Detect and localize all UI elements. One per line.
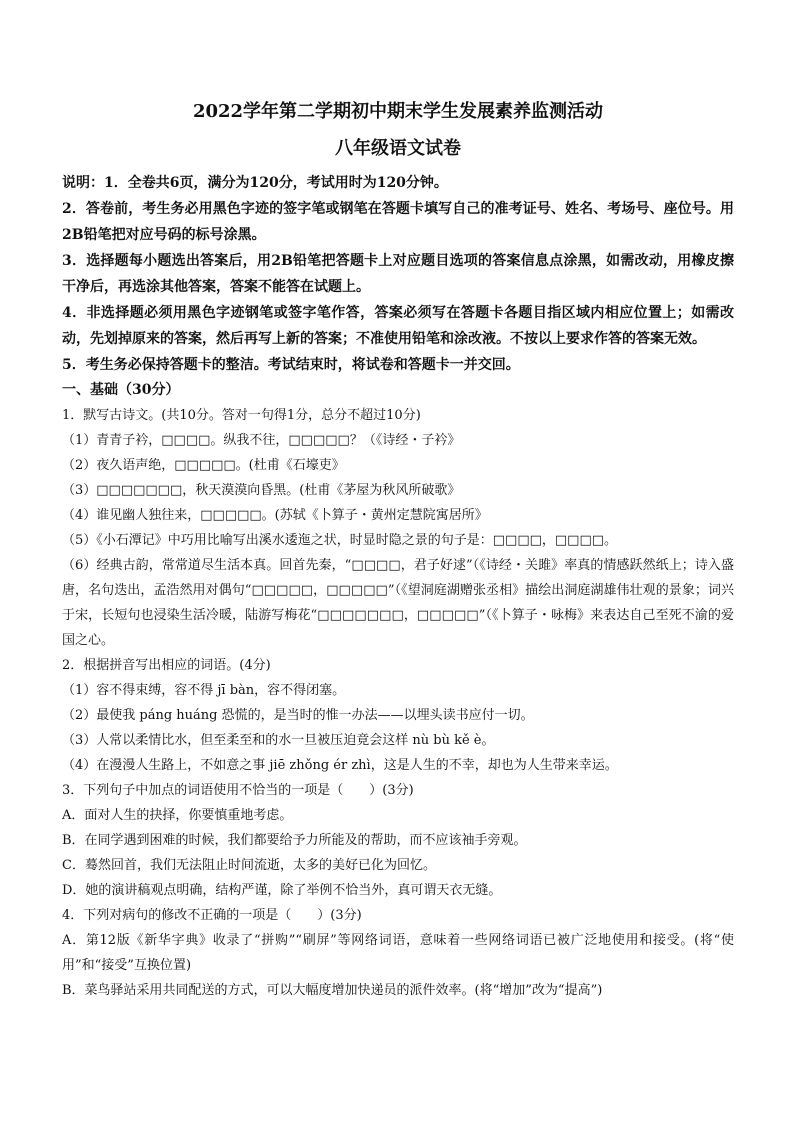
question-item: （3）人常以柔情比水，但至柔至和的水一旦被压迫竟会这样 nù bù kě è。 (62, 733, 495, 748)
answer-option: B．菜鸟驿站采用共同配送的方式，可以大幅度增加快递员的派件效率。(将“增加”改为“提高”) (62, 983, 603, 998)
question-item: （2）夜久语声绝，□□□□□。(杜甫《石壕吏》 (62, 458, 345, 473)
question-item: （1）容不得束缚，容不得 jī bàn，容不得闭塞。 (62, 683, 346, 698)
exam-page (62, 96, 734, 1003)
question-item: （4）在漫漫人生路上，不如意之事 jiē zhǒng ér zhì，这是人生的不幸，却也为人生带来幸运。 (62, 758, 618, 773)
question-item: （3）□□□□□□□，秋天漠漠向昏黑。(杜甫《茅屋为秋风所破歌》 (62, 483, 461, 498)
answer-option: B．在同学遇到困难的时候，我们都要给予力所能及的帮助，而不应该袖手旁观。 (62, 833, 527, 848)
question-item: （2）最使我 páng huáng 恐慌的，是当时的惟一办法——以埋头读书应付一切。 (62, 708, 534, 723)
answer-option: C．蓦然回首，我们无法阻止时间流逝，太多的美好已化为回忆。 (62, 858, 436, 873)
instruction-2: 2．答卷前，考生务必用黑色字迹的签字笔或钢笔在答题卡填写自己的准考证号、姓名、考场号、座位号。用2B铅笔把对应号码的标号涂黑。 (62, 201, 734, 243)
question-item: （1）青青子衿，□□□□。纵我不往，□□□□□？（《诗经・子衿》 (62, 433, 461, 448)
instruction-3: 3．选择题每小题选出答案后，用2B铅笔把答题卡上对应题目选项的答案信息点涂黑，如需改动，用橡皮擦干净后，再选涂其他答案，答案不能答在试题上。 (62, 253, 734, 295)
question-prompt: 2．根据拼音写出相应的词语。(4分) (62, 658, 271, 673)
instruction-5: 5．考生务必保持答题卡的整洁。考试结束时，将试卷和答题卡一并交回。 (62, 357, 520, 373)
question-3 (62, 778, 734, 903)
question-1 (62, 403, 734, 653)
question-prompt: 4．下列对病句的修改不正确的一项是（ ）(3分) (62, 908, 362, 923)
exam-title: 2022学年第二学期初中期末学生发展素养监测活动 (192, 101, 604, 122)
question-2 (62, 653, 734, 778)
question-item: （5）《小石潭记》中巧用比喻写出溪水逶迤之状，时显时隐之景的句子是：□□□□，□□□□。 (62, 533, 618, 548)
section-heading: 一、基础（30分） (62, 382, 180, 398)
question-prompt: 3．下列句子中加点的词语使用不恰当的一项是（ ）(3分) (62, 783, 414, 798)
answer-option: A．面对人生的抉择，你要慎重地考虑。 (62, 808, 293, 823)
instructions (62, 170, 734, 378)
question-item: （6）经典古韵，常常道尽生活本真。回首先秦，“□□□□，君子好逑”（《诗经・关雎》率真的情感跃然纸上；诗入盛唐，名句迭出，孟浩然用对偶句“□□□□□，□□□□□”（《望洞庭湖赠张丞相》描绘出洞庭湖雄伟壮观的景象；词兴于宋，长短句也浸染生活冷暖，陆游写梅花“□□□□□□□，□□□□□”（《卜算子・咏梅》来表达自己至死不渝的爱国之心。 (62, 558, 734, 648)
instruction-4: 4．非选择题必须用黑色字迹钢笔或签字笔作答，答案必须写在答题卡各题目指区域内相应位置上；如需改动，先划掉原来的答案，然后再写上新的答案；不准使用铅笔和涂改液。不按以上要求作答的答案无效。 (62, 305, 734, 347)
question-prompt: 1．默写古诗文。(共10分。答对一句得1分，总分不超过10分) (62, 408, 421, 423)
instruction-1: 说明：1．全卷共6页，满分为120分，考试用时为120分钟。 (62, 175, 448, 191)
question-4 (62, 903, 734, 1003)
answer-option: D．她的演讲稿观点明确，结构严谨，除了举例不恰当外，真可谓天衣无缝。 (62, 883, 502, 898)
question-item: （4）谁见幽人独往来，□□□□□。(苏轼《卜算子・黄州定慧院寓居所》 (62, 508, 488, 523)
answer-option: A．第12版《新华字典》收录了“拼购”“刷屏”等网络词语，意味着一些网络词语已被广泛地使用和接受。(将“使用”和“接受”互换位置) (62, 933, 734, 973)
exam-subtitle: 八年级语文试卷 (335, 138, 461, 159)
